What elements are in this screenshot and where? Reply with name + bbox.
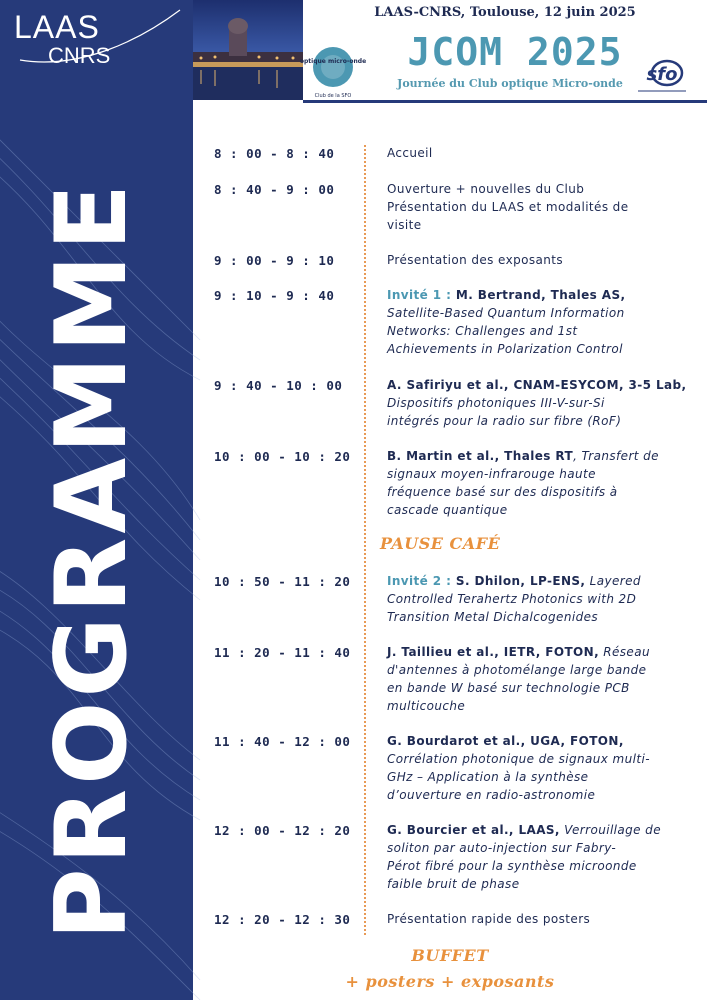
agenda-item (387, 180, 705, 234)
time-slot: 11 : 20 - 11 : 40 (214, 645, 351, 660)
talk-title-line: Transition Metal Dichalcogenides (387, 610, 599, 624)
talk-title-start: , Transfert de (573, 449, 659, 463)
agenda-item (387, 643, 705, 715)
agenda-item (387, 251, 705, 269)
agenda-item (387, 572, 705, 626)
talk-title-start: Réseau (599, 645, 650, 659)
sfo-logo-text: sfo (646, 64, 678, 85)
logo-laas: LAAS (14, 9, 100, 45)
time-slot: 9 : 40 - 10 : 00 (214, 378, 343, 393)
buffet-subtitle: + posters + exposants (345, 972, 555, 991)
agenda-item (387, 821, 705, 893)
talk-title-line: multicouche (387, 699, 466, 713)
agenda-item (387, 376, 705, 430)
buffet-title: BUFFET (411, 946, 489, 965)
programme-vertical-title: PROGRAMME (35, 179, 149, 941)
time-slot: 10 : 00 - 10 : 20 (214, 449, 351, 464)
event-title: JCOM 2025 (407, 30, 623, 74)
talk-title-line: Networks: Challenges and 1st (387, 324, 578, 338)
toulouse-night-photo (193, 0, 303, 100)
agenda-item (387, 910, 705, 928)
agenda-text: Présentation rapide des posters (387, 912, 591, 926)
club-optique-logo (299, 45, 367, 100)
invited-label: Invité 1 : (387, 288, 456, 302)
time-slot: 8 : 40 - 9 : 00 (214, 182, 335, 197)
speaker: J. Taillieu et al., IETR, FOTON, (387, 645, 600, 659)
speaker: A. Safiriyu et al., CNAM-ESYCOM, 3-5 Lab, (387, 378, 687, 392)
invited-label: Invité 2 : (387, 574, 456, 588)
agenda-text: Présentation du LAAS et modalités de (387, 200, 629, 214)
sfo-logo (632, 58, 692, 96)
time-slot: 12 : 00 - 12 : 20 (214, 823, 351, 838)
header-divider (303, 100, 707, 103)
agenda-text: Présentation des exposants (387, 253, 564, 267)
talk-title-line: signaux moyen-infrarouge haute (387, 467, 596, 481)
time-slot: 10 : 50 - 11 : 20 (214, 574, 351, 589)
talk-title-line: Pérot fibré pour la synthèse microonde (387, 859, 637, 873)
talk-title-line: intégrés pour la radio sur fibre (RoF) (387, 414, 622, 428)
event-place-date: LAAS-CNRS, Toulouse, 12 juin 2025 (374, 5, 636, 20)
speaker: B. Martin et al., Thales RT (387, 449, 574, 463)
agenda-text: Ouverture + nouvelles du Club (387, 182, 585, 196)
time-slot: 12 : 20 - 12 : 30 (214, 912, 351, 927)
talk-title-line: d'antennes à photomélange large bande (387, 663, 647, 677)
talk-title-line: faible bruit de phase (387, 877, 520, 891)
talk-title-line: Satellite-Based Quantum Information (387, 306, 625, 320)
speaker: M. Bertrand, Thales AS, (455, 288, 626, 302)
club-logo-label: optique micro-onde (299, 58, 367, 65)
time-slot: 11 : 40 - 12 : 00 (214, 734, 351, 749)
agenda-item (387, 286, 705, 358)
talk-title-line: soliton par auto-injection sur Fabry- (387, 841, 617, 855)
left-band (0, 0, 193, 1000)
agenda-text: Accueil (387, 146, 433, 160)
time-slot: 9 : 10 - 9 : 40 (214, 288, 335, 303)
talk-title-start: Verrouillage de (559, 823, 661, 837)
talk-title-line: d’ouverture en radio-astronomie (387, 788, 596, 802)
speaker: G. Bourcier et al., LAAS, (387, 823, 560, 837)
talk-title-line: Achievements in Polarization Control (387, 342, 623, 356)
timeline-dotted-line (364, 145, 366, 935)
talk-title-line: Controlled Terahertz Photonics with 2D (387, 592, 637, 606)
speaker: G. Bourdarot et al., UGA, FOTON, (387, 734, 624, 748)
talk-title-line: GHz – Application à la synthèse (387, 770, 589, 784)
laas-cnrs-logo (14, 10, 110, 68)
talk-title-line: Dispositifs photoniques III-V-sur-Si (387, 396, 605, 410)
agenda-text: visite (387, 218, 422, 232)
club-logo-caption: Club de la SFO (314, 93, 352, 99)
coffee-break: PAUSE CAFÉ (380, 534, 501, 553)
time-slot: 8 : 00 - 8 : 40 (214, 146, 335, 161)
talk-title-line: Corrélation photonique de signaux multi- (387, 752, 650, 766)
talk-title-line: en bande W basé sur technologie PCB (387, 681, 630, 695)
talk-title-line: cascade quantique (387, 503, 508, 517)
speaker: S. Dhilon, LP-ENS, (455, 574, 586, 588)
event-subtitle: Journée du Club optique Micro-onde (397, 77, 623, 90)
agenda-item (387, 732, 705, 804)
talk-title-start: Layered (585, 574, 641, 588)
agenda-item (387, 447, 705, 519)
talk-title-line: fréquence basé sur des dispositifs à (387, 485, 618, 499)
agenda-item (387, 144, 705, 162)
logo-cnrs: CNRS (48, 43, 111, 68)
time-slot: 9 : 00 - 9 : 10 (214, 253, 335, 268)
